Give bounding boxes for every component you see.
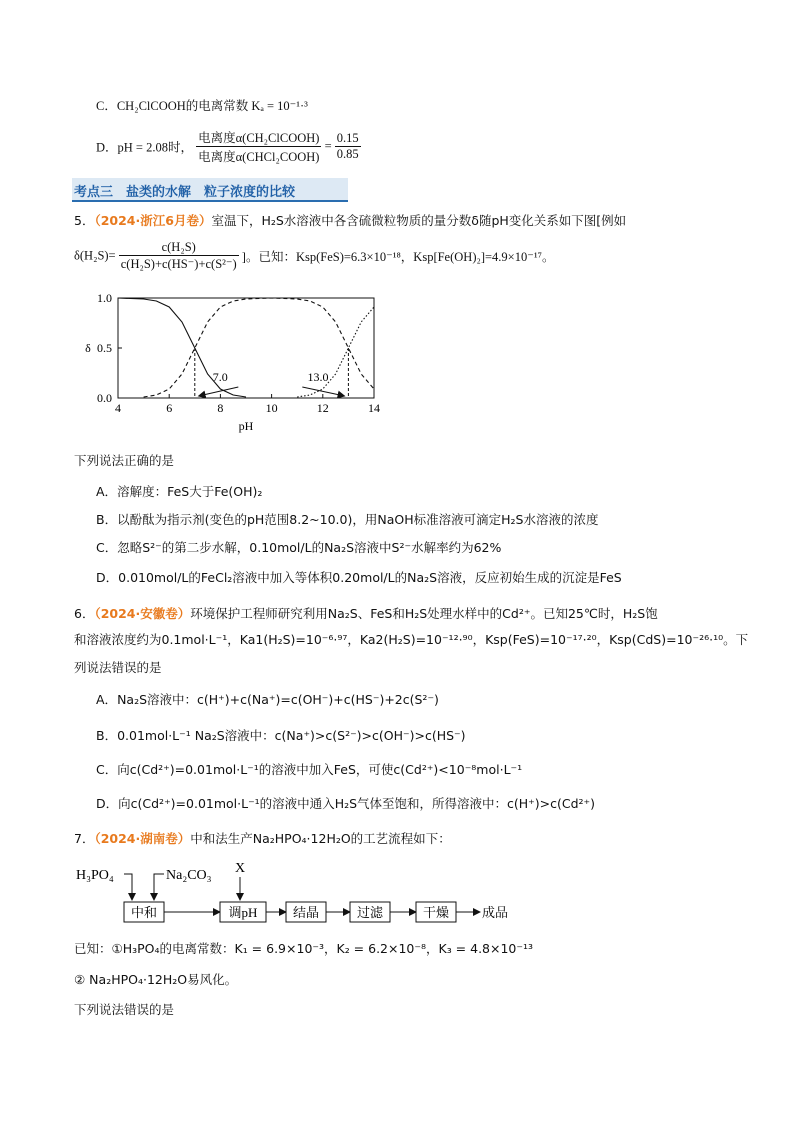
q7-known-2: ② Na₂HPO₄·12H₂O易风化。: [74, 972, 238, 987]
x-axis-label: pH: [238, 419, 254, 433]
q7-known-1: 已知：①H₃PO₄的电离常数：K₁ = 6.9×10⁻³，K₂ = 6.2×10⁻⁸，K₃ = 4.8×10⁻¹³: [74, 941, 534, 956]
q5-stem: 5．（2024·浙江6月卷）室温下，H₂S水溶液中各含硫微粒物质的量分数δ随pH变化关系如下图[例如: [74, 213, 627, 228]
arrow-na2co3: [154, 874, 164, 900]
step-label-adjust-ph: 调pH: [228, 905, 258, 920]
q6-source: （2024·安徽卷）: [94, 606, 191, 621]
y-axis-label: δ: [85, 341, 91, 355]
annotation-label: 13.0: [307, 370, 329, 384]
y-tick-label: 0.5: [97, 341, 112, 355]
value-fraction: $\frac{0.15}{0.85}$: [336, 131, 359, 161]
y-tick-label: 1.0: [97, 291, 112, 305]
x-tick-label: 12: [316, 401, 329, 415]
x-tick-label: 8: [217, 401, 224, 415]
section-header: 考点三 盐类的水解 粒子浓度的比较: [72, 178, 348, 202]
series-line-dashed: [144, 298, 374, 397]
q5-formula: δ(H₂S)= $\frac{\text{c(H₂S)}}{\text{c(H₂S)+c(HS⁻)+c(S²⁻)}}$ ]。已知：Ksp(FeS)=6.3×10⁻¹⁸，Ksp[Fe(OH)₂]=4.9×10⁻¹⁷。: [74, 240, 555, 271]
x-tick-label: 14: [368, 401, 380, 415]
q6-line3: 列说法错误的是: [74, 660, 162, 675]
q6-line2: 和溶液浓度约为0.1mol·L⁻¹，Ka1(H₂S)=10⁻⁶·⁹⁷，Ka2(H₂S)=10⁻¹²·⁹⁰，Ksp(FeS)=10⁻¹⁷·²⁰，Ksp(CdS)=10⁻²⁶·¹⁰。下: [74, 632, 749, 647]
alpha-ratio-fraction: $\frac{\text{电离度α(CH₂ClCOOH)}}{\text{电离度α(CHCl₂COOH)}}$: [196, 128, 321, 165]
q5-option-c: C．忽略S²⁻的第二步水解，0.10mol/L的Na₂S溶液中S²⁻水解率约为62%: [96, 540, 502, 555]
q6-option-b: B．0.01mol·L⁻¹ Na₂S溶液中：c(Na⁺)>c(S²⁻)>c(OH⁻)>c(HS⁻): [96, 728, 466, 743]
y-tick-label: 0.0: [97, 391, 112, 405]
arrow-h3po4: [124, 874, 132, 900]
x-tick-label: 4: [115, 401, 121, 415]
q5-source: （2024·浙江6月卷）: [94, 213, 212, 228]
step-label-neutralize: 中和: [130, 905, 158, 920]
step-label-dry: 干燥: [422, 905, 450, 920]
q5-ask: 下列说法正确的是: [74, 453, 175, 468]
q6-option-d: D．向c(Cd²⁺)=0.01mol·L⁻¹的溶液中通入H₂S气体至饱和，所得溶液中：c(H⁺)>c(Cd²⁺): [96, 796, 596, 811]
product-label: 成品: [482, 905, 509, 920]
process-flow-diagram: [74, 852, 534, 932]
delta-ph-chart: [80, 290, 390, 440]
option-c-prev: C．CH₂ClCOOH的电离常数 Kₐ = 10⁻¹·³: [96, 99, 308, 113]
step-label-filter: 过滤: [356, 905, 384, 920]
option-d-prev: D．pH = 2.08时， $\frac{\text{电离度α(CH₂ClCOOH)}}{\text{电离度α(CHCl₂COOH)}}$ = $\frac{0.15}{0.85}$: [96, 128, 361, 165]
q5-option-b: B．以酚酞为指示剂(变色的pH范围8.2~10.0)，用NaOH标准溶液可滴定H₂S水溶液的浓度: [96, 512, 599, 527]
x-tick-label: 6: [166, 401, 173, 415]
q5-option-a: A．溶解度：FeS大于Fe(OH)₂: [96, 484, 263, 499]
step-label-crystallize: 结晶: [292, 905, 320, 920]
q6-option-a: A．Na₂S溶液中：c(H⁺)+c(Na⁺)=c(OH⁻)+c(HS⁻)+2c(S²⁻): [96, 692, 439, 707]
q7-stem: 7．（2024·湖南卷）中和法生产Na₂HPO₄·12H₂O的工艺流程如下：: [74, 831, 451, 846]
delta-fraction: $\frac{\text{c(H₂S)}}{\text{c(H₂S)+c(HS⁻)+c(S²⁻)}}$: [120, 240, 237, 271]
q7-source: （2024·湖南卷）: [94, 831, 191, 846]
q6-line1: 6．（2024·安徽卷）环境保护工程师研究利用Na₂S、FeS和H₂S处理水样中的Cd²⁺。已知25℃时，H₂S饱: [74, 606, 658, 621]
annotation-label: 7.0: [212, 370, 228, 384]
q7-ask: 下列说法错误的是: [74, 1002, 175, 1017]
x-tick-label: 10: [265, 401, 278, 415]
input-h3po4: H₃PO₄: [76, 868, 114, 883]
plot-frame: [118, 298, 374, 398]
input-na2co3: Na₂CO₃: [166, 868, 212, 883]
q5-option-d: D．0.010mol/L的FeCl₂溶液中加入等体积0.20mol/L的Na₂S溶液，反应初始生成的沉淀是FeS: [96, 570, 622, 585]
input-x: X: [235, 861, 246, 876]
q6-option-c: C．向c(Cd²⁺)=0.01mol·L⁻¹的溶液中加入FeS，可使c(Cd²⁺)<10⁻⁸mol·L⁻¹: [96, 762, 523, 777]
